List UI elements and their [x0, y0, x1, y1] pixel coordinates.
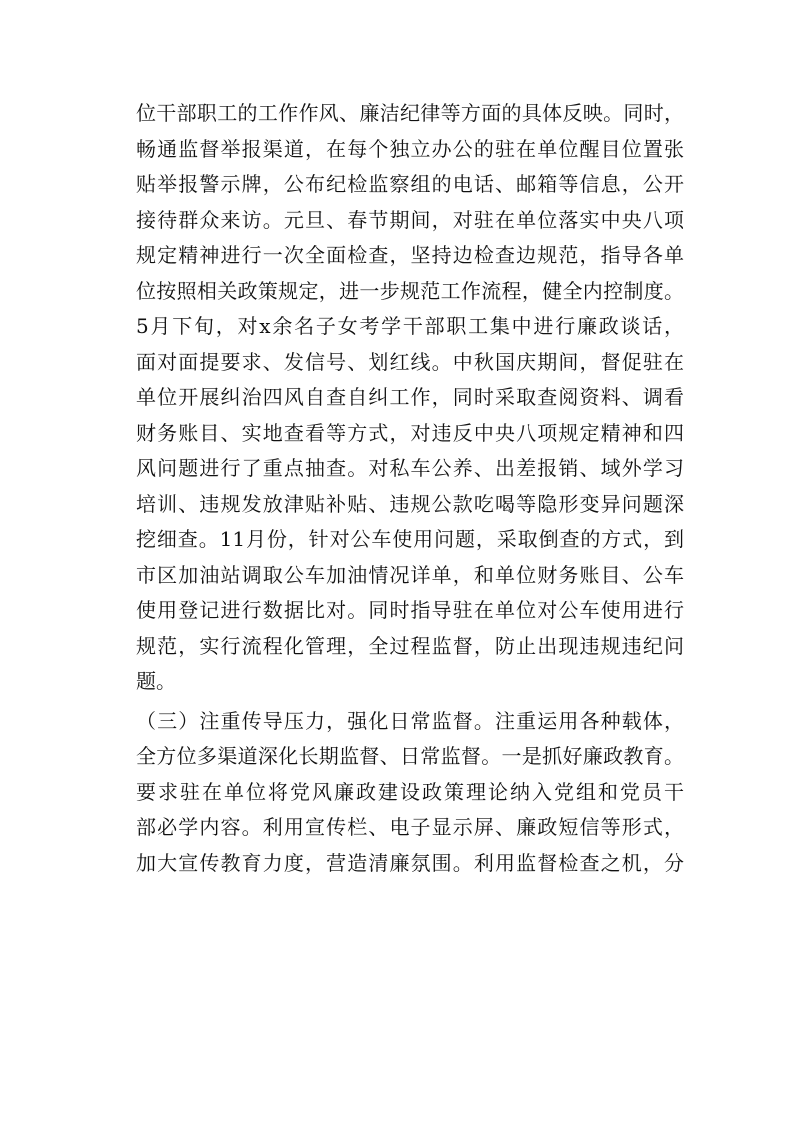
- text-line: 培训、违规发放津贴补贴、违规公款吃喝等隐形变异问题深: [136, 491, 684, 516]
- text-line: 题。: [136, 669, 176, 693]
- text-line: 挖细查。11月份，针对公车使用问题，采取倒查的方式，到: [136, 527, 684, 551]
- text-line: 风问题进行了重点抽查。对私车公养、出差报销、域外学习: [136, 456, 684, 480]
- text-line: 5月下旬，对x余名子女考学干部职工集中进行廉政谈话，: [136, 314, 684, 338]
- text-line: 加大宣传教育力度，营造清廉氛围。利用监督检查之机，分: [136, 850, 684, 875]
- text-line: 市区加油站调取公车加油情况详单，和单位财务账目、公车: [136, 562, 684, 587]
- text-line: 接待群众来访。元旦、春节期间，对驻在单位落实中央八项: [136, 207, 684, 232]
- text-line: 位按照相关政策规定，进一步规范工作流程，健全内控制度。: [136, 278, 684, 303]
- text-line: 全方位多渠道深化长期监督、日常监督。一是抓好廉政教育。: [136, 744, 684, 768]
- text-line: 畅通监督举报渠道，在每个独立办公的驻在单位醒目位置张: [136, 136, 684, 161]
- section-heading-line: （三）注重传导压力，强化日常监督。注重运用各种载体，: [136, 708, 684, 733]
- text-line: 贴举报警示牌，公布纪检监察组的电话、邮箱等信息，公开: [136, 172, 684, 196]
- text-line: 单位开展纠治四风自查自纠工作，同时采取查阅资料、调看: [136, 385, 684, 409]
- text-line: 规定精神进行一次全面检查，坚持边检查边规范，指导各单: [136, 243, 684, 267]
- text-line: 面对面提要求、发信号、划红线。中秋国庆期间，督促驻在: [136, 349, 684, 374]
- text-line: 部必学内容。利用宣传栏、电子显示屏、廉政短信等形式，: [136, 815, 684, 839]
- paragraph-continuation: [136, 96, 684, 700]
- text-line: 财务账目、实地查看等方式，对违反中央八项规定精神和四: [136, 420, 684, 445]
- paragraph-section-three: [136, 704, 684, 882]
- text-line: 使用登记进行数据比对。同时指导驻在单位对公车使用进行: [136, 598, 684, 622]
- text-line: 规范，实行流程化管理，全过程监督，防止出现违规违纪问: [136, 633, 684, 658]
- text-line: 位干部职工的工作作风、廉洁纪律等方面的具体反映。同时，: [136, 101, 684, 125]
- text-line: 要求驻在单位将党风廉政建设政策理论纳入党组和党员干: [136, 779, 684, 804]
- document-body: [136, 96, 684, 881]
